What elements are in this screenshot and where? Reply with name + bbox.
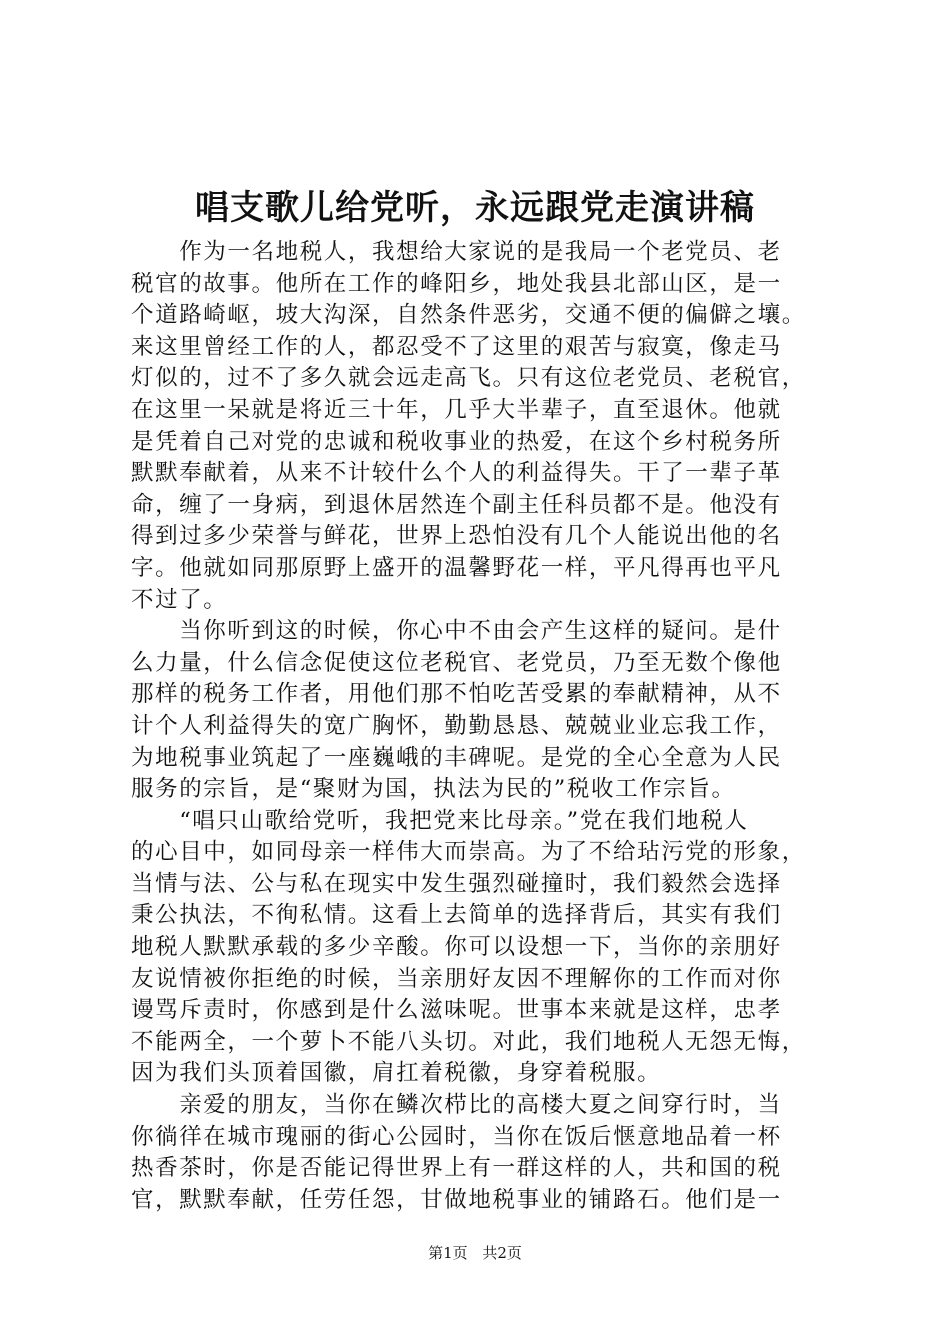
text-line: 字。他就如同那原野上盛开的温馨野花一样，平凡得再也平凡: [131, 554, 782, 581]
text-line: 友说情被你拒绝的时候，当亲朋好友因不理解你的工作而对你: [131, 965, 782, 992]
text-line: 默默奉献着，从来不计较什么个人的利益得失。干了一辈子革: [131, 460, 782, 487]
text-line: 得到过多少荣誉与鲜花，世界上恐怕没有几个人能说出他的名: [131, 523, 782, 550]
text-line: 地税人默默承载的多少辛酸。你可以设想一下，当你的亲朋好: [131, 934, 782, 961]
text-line: 的心目中，如同母亲一样伟大而崇高。为了不给玷污党的形象，: [131, 839, 806, 866]
text-line: 当你听到这的时候，你心中不由会产生这样的疑问。是什: [131, 618, 782, 645]
page-footer: [0, 1242, 950, 1264]
text-line: 为地税事业筑起了一座巍峨的丰碑呢。是党的全心全意为人民: [131, 744, 782, 771]
text-line: 在这里一呆就是将近三十年，几乎大半辈子，直至退休。他就: [131, 396, 782, 423]
text-line: 作为一名地税人，我想给大家说的是我局一个老党员、老: [131, 239, 782, 265]
text-line: 因为我们头顶着国徽，肩扛着税徽，身穿着税服。: [131, 1060, 662, 1087]
text-line: 那样的税务工作者，用他们那不怕吃苦受累的奉献精神，从不: [131, 681, 782, 708]
text-line: 热香茶时，你是否能记得世界上有一群这样的人，共和国的税: [131, 1155, 782, 1182]
text-line: 计个人利益得失的宽广胸怀，勤勤恳恳、兢兢业业忘我工作，: [131, 712, 782, 739]
text-line: 么力量，什么信念促使这位老税官、老党员，乃至无数个像他: [131, 649, 782, 676]
text-line: 命，缠了一身病，到退休居然连个副主任科员都不是。他没有: [131, 491, 782, 518]
document-title: 唱支歌儿给党听，永远跟党走演讲稿: [195, 188, 755, 228]
text-line: 谩骂斥责时，你感到是什么滋味呢。世事本来就是这样，忠孝: [131, 997, 782, 1024]
document-body: [131, 237, 839, 1216]
text-line: 不过了。: [131, 586, 228, 613]
text-line: 来这里曾经工作的人，都忍受不了这里的艰苦与寂寞，像走马: [131, 333, 782, 360]
text-line: 秉公执法，不徇私情。这看上去简单的选择背后，其实有我们: [131, 902, 782, 929]
text-line: 个道路崎岖，坡大沟深，自然条件恶劣，交通不便的偏僻之壤。: [131, 302, 806, 329]
text-line: 灯似的，过不了多久就会远走高飞。只有这位老党员、老税官，: [131, 365, 806, 392]
text-line: 亲爱的朋友，当你在鳞次栉比的高楼大夏之间穿行时，当: [131, 1092, 782, 1119]
text-line: 当情与法、公与私在现实中发生强烈碰撞时，我们毅然会选择: [131, 870, 782, 897]
text-line: 是凭着自己对党的忠诚和税收事业的热爱，在这个乡村税务所: [131, 428, 782, 455]
text-line: 税官的故事。他所在工作的峰阳乡，地处我县北部山区，是一: [131, 270, 782, 297]
text-line: “唱只山歌给党听，我把党来比母亲。”党在我们地税人: [131, 807, 749, 834]
text-line: 服务的宗旨，是“聚财为国，执法为民的”税收工作宗旨。: [131, 776, 736, 803]
page-total: 共2页: [482, 1244, 522, 1262]
text-line: 官，默默奉献，任劳任怨，甘做地税事业的铺路石。他们是一: [131, 1186, 782, 1213]
page-number: 第1页: [428, 1244, 468, 1262]
text-line: 你徜徉在城市瑰丽的街心公园时，当你在饭后惬意地品着一杯: [131, 1123, 782, 1150]
text-line: 不能两全，一个萝卜不能八头切。对此，我们地税人无怨无悔，: [131, 1028, 806, 1055]
